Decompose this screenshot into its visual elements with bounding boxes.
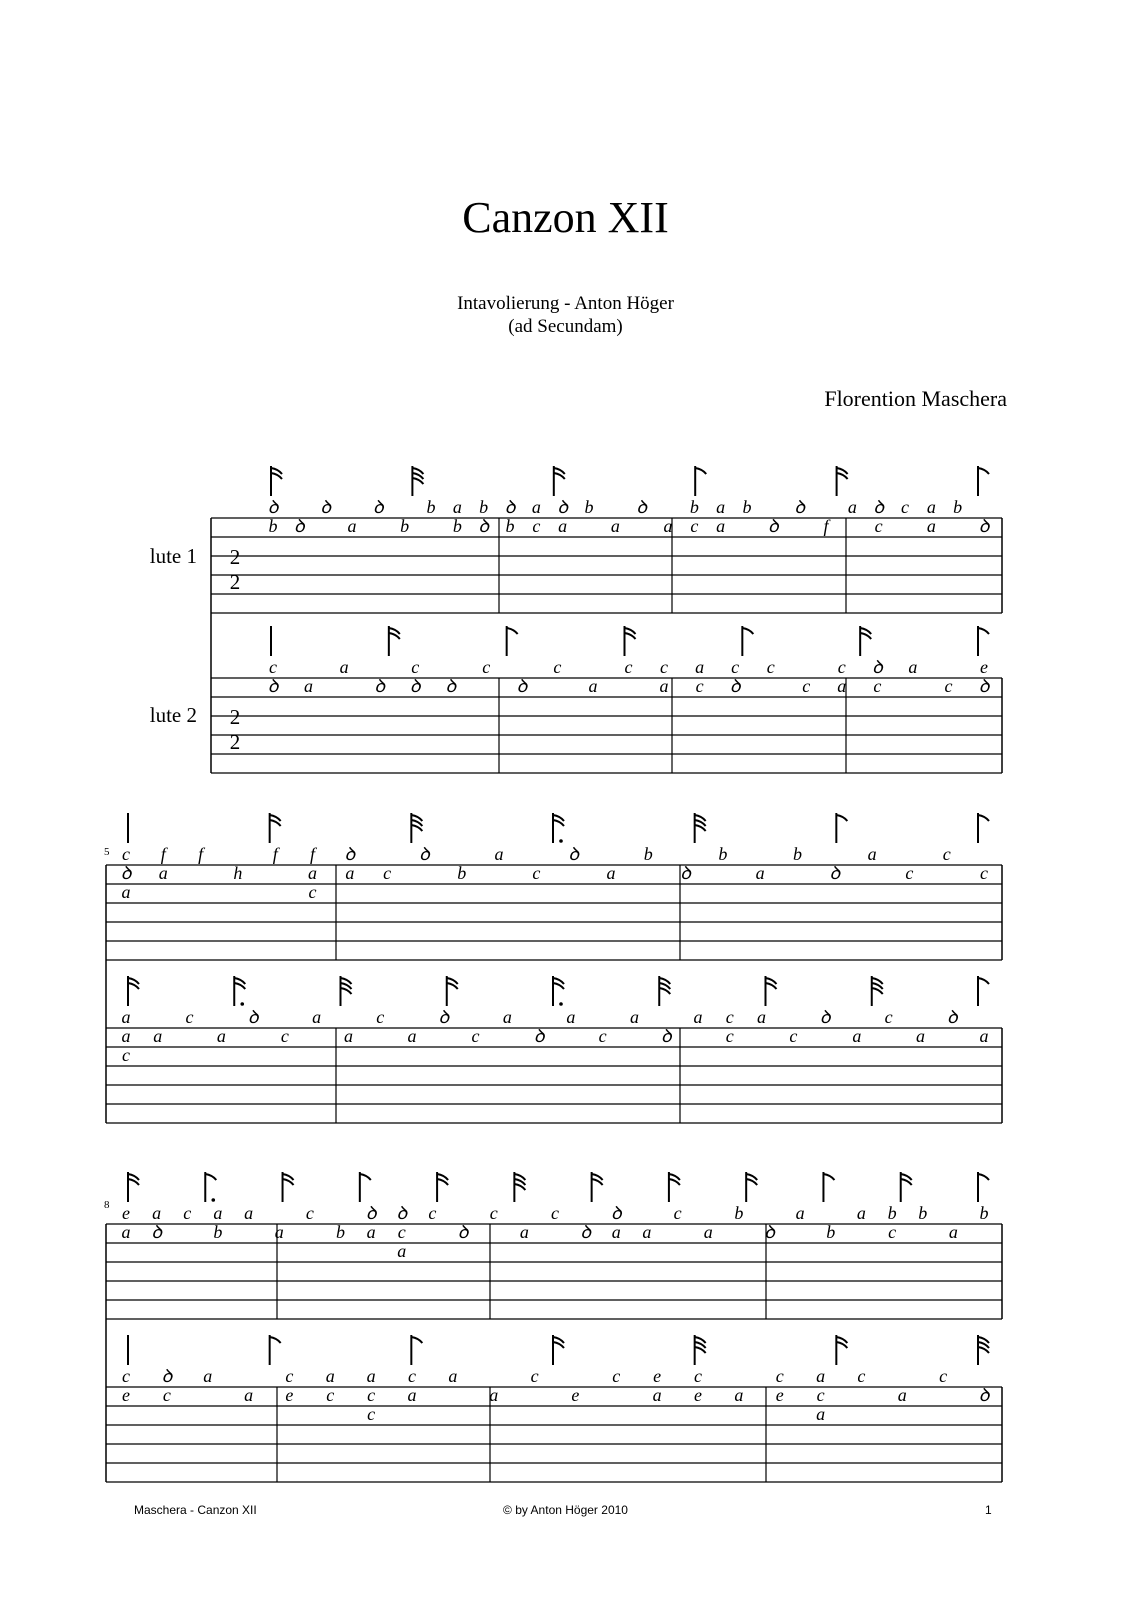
lute1-tab-letter: b bbox=[826, 1222, 836, 1242]
lute2-tab-letter: c bbox=[553, 657, 562, 677]
lute2-rhythm-flag bbox=[625, 633, 636, 639]
lute1-rhythm-flag bbox=[270, 820, 281, 826]
lute1-rhythm-flag bbox=[695, 468, 706, 474]
lute1-rhythm-flag bbox=[592, 1179, 603, 1185]
lute2-tab-letter: a bbox=[304, 676, 314, 696]
lute1-tab-letter: c bbox=[428, 1203, 437, 1223]
lute2-tab-letter: c bbox=[837, 657, 846, 677]
lute2-tab-letter: c bbox=[939, 1366, 948, 1386]
lute2-tab-letter: c bbox=[408, 1366, 416, 1386]
lute2-tab-letter: a bbox=[816, 1404, 826, 1424]
lute1-tab-letter: a bbox=[213, 1203, 223, 1223]
lute2-rhythm-flag bbox=[341, 988, 352, 994]
lute1-tab-letter: a bbox=[558, 516, 568, 536]
lute2-tab-letter: a bbox=[216, 1026, 226, 1046]
lute1-tab-letter: a bbox=[642, 1222, 652, 1242]
lute2-tab-letter: c bbox=[185, 1007, 194, 1027]
lute2-tab-letter: a bbox=[897, 1385, 907, 1405]
lute1-tab-letter: a bbox=[494, 844, 504, 864]
lute2-tab-letter: c bbox=[660, 657, 669, 677]
lute1-rhythm-dot bbox=[211, 1198, 215, 1202]
lute1-tab-letter: b bbox=[452, 516, 462, 536]
lute1-tab-letter: b bbox=[918, 1203, 928, 1223]
lute1-tab-letter: a bbox=[606, 863, 616, 883]
lute1-tab-letter: c bbox=[532, 863, 541, 883]
measure-number: 5 bbox=[104, 846, 110, 858]
lute2-tab-letter: ꝺ bbox=[374, 676, 386, 696]
lute1-tab-letter: a bbox=[366, 1222, 376, 1242]
lute1-tab-letter: b bbox=[268, 516, 278, 536]
lute2-tab-letter: e bbox=[694, 1385, 702, 1405]
lute2-tab-letter: c bbox=[766, 657, 775, 677]
lute2-tab-letter: a bbox=[629, 1007, 639, 1027]
lute1-tab-letter: ꝺ bbox=[764, 1222, 775, 1242]
lute1-tab-letter: a bbox=[856, 1203, 866, 1223]
lute2-tab-letter: c bbox=[367, 1404, 376, 1424]
lute1-time-signature-bottom: 2 bbox=[229, 570, 241, 594]
footer-piece: Maschera - Canzon XII bbox=[134, 1503, 257, 1517]
lute2-tab-letter: a bbox=[757, 1007, 767, 1027]
composer-name: Florention Maschera bbox=[824, 386, 1007, 411]
lute2-tab-letter: c bbox=[884, 1007, 893, 1027]
lute1-rhythm-flag bbox=[411, 825, 422, 831]
lute1-rhythm-flag bbox=[837, 473, 848, 479]
lute1-rhythm-flag bbox=[978, 1174, 989, 1180]
lute1-tab-letter: c bbox=[122, 844, 130, 864]
lute1-tab-letter: c bbox=[942, 844, 951, 864]
lute1-rhythm-flag bbox=[978, 815, 989, 821]
lute1-tab-letter: ꝺ bbox=[344, 844, 356, 864]
lute2-tab-letter: c bbox=[162, 1385, 171, 1405]
lute2-tab-letter: c bbox=[944, 676, 953, 696]
lute2-tab-letter: c bbox=[731, 657, 740, 677]
lute1-rhythm-flag bbox=[836, 815, 847, 821]
lute2-tab-letter: c bbox=[789, 1026, 798, 1046]
lute1-tab-letter: ꝺ bbox=[293, 516, 305, 536]
lute1-tab-letter: ꝺ bbox=[829, 863, 841, 883]
lute2-tab-letter: ꝺ bbox=[978, 676, 990, 696]
lute2-tab-letter: ꝺ bbox=[409, 676, 421, 696]
lute2-tab-letter: c bbox=[280, 1026, 289, 1046]
lute2-tab-letter: a bbox=[659, 676, 669, 696]
lute1-tab-letter: a bbox=[519, 1222, 529, 1242]
lute2-rhythm-flag bbox=[507, 628, 518, 634]
lute1-tab-letter: b bbox=[792, 844, 802, 864]
lute1-tab-letter: c bbox=[905, 863, 914, 883]
lute1-rhythm-flag bbox=[412, 478, 423, 484]
lute2-tab-letter: ꝺ bbox=[247, 1007, 259, 1027]
lute2-tab-letter: c bbox=[816, 1385, 825, 1405]
lute2-tab-letter: a bbox=[407, 1026, 417, 1046]
lute1-tab-letter: ꝺ bbox=[372, 497, 384, 517]
lute2-tab-letter: ꝺ bbox=[729, 676, 741, 696]
lute2-tab-letter: a bbox=[566, 1007, 576, 1027]
lute1-tab-letter: f bbox=[160, 844, 166, 864]
lute2-tab-letter: c bbox=[482, 657, 491, 677]
lute1-tab-letter: b bbox=[584, 497, 594, 517]
lute1-rhythm-flag bbox=[554, 473, 565, 479]
lute1-tab-letter: f bbox=[310, 844, 316, 864]
lute1-tab-letter: b bbox=[400, 516, 410, 536]
lute2-tab-letter: c bbox=[269, 657, 277, 677]
lute1-tab-letter: ꝺ bbox=[557, 497, 569, 517]
lute1-tab-letter: c bbox=[690, 516, 699, 536]
lute1-tab-letter: a bbox=[345, 863, 355, 883]
lute2-tab-letter: ꝺ bbox=[445, 676, 457, 696]
lute1-tab-letter: f bbox=[823, 516, 829, 536]
lute1-tab-letter: e bbox=[122, 1203, 130, 1223]
lute2-tab-letter: c bbox=[725, 1007, 734, 1027]
lute1-tab-letter: a bbox=[703, 1222, 713, 1242]
lute1-rhythm-flag bbox=[514, 1184, 525, 1190]
lute1-tab-letter: ꝺ bbox=[365, 1203, 377, 1223]
lute1-tab-letter: a bbox=[716, 497, 726, 517]
lute2-tab-letter: c bbox=[326, 1385, 335, 1405]
lute2-tab-letter: ꝺ bbox=[267, 676, 279, 696]
lute1-tab-letter: ꝺ bbox=[610, 1203, 622, 1223]
lute2-rhythm-flag bbox=[978, 628, 989, 634]
lute2-tab-letter: a bbox=[407, 1385, 417, 1405]
lute1-tab-letter: ꝺ bbox=[267, 497, 279, 517]
lute1-rhythm-flag bbox=[978, 468, 989, 474]
lute1-tab-letter: a bbox=[663, 516, 673, 536]
lute1-tab-letter: b bbox=[457, 863, 467, 883]
lute2-tab-letter: a bbox=[366, 1366, 376, 1386]
lute2-rhythm-flag bbox=[411, 1337, 422, 1343]
lute1-tab-letter: ꝺ bbox=[320, 497, 332, 517]
lute1-tab-letter: a bbox=[244, 1203, 254, 1223]
lute2-tab-letter: c bbox=[694, 1366, 702, 1386]
lute2-tab-letter: a bbox=[915, 1026, 925, 1046]
lute2-tab-letter: a bbox=[121, 1026, 131, 1046]
lute1-tab-letter: c bbox=[874, 516, 883, 536]
lute2-tab-letter: a bbox=[588, 676, 598, 696]
lute1-tab-letter: b bbox=[979, 1203, 989, 1223]
lute1-tab-letter: ꝺ bbox=[120, 863, 132, 883]
lute1-tab-letter: ꝺ bbox=[873, 497, 885, 517]
lute1-tab-letter: ꝺ bbox=[580, 1222, 592, 1242]
lute1-rhythm-flag bbox=[553, 820, 564, 826]
lute2-tab-letter: e bbox=[653, 1366, 662, 1386]
lute1-tab-letter: a bbox=[610, 516, 620, 536]
lute2-tab-letter: ꝺ bbox=[978, 1385, 990, 1405]
lute2-tab-letter: a bbox=[244, 1385, 254, 1405]
lute2-tab-letter: e bbox=[980, 657, 988, 677]
lute2-tab-letter: e bbox=[285, 1385, 294, 1405]
lute1-tab-letter: a bbox=[397, 1241, 407, 1261]
lute1-tab-letter: a bbox=[926, 516, 936, 536]
lute1-tab-letter: f bbox=[272, 844, 278, 864]
lute1-rhythm-flag bbox=[746, 1179, 757, 1185]
lute1-tab-letter: a bbox=[926, 497, 936, 517]
lute1-tab-letter: ꝺ bbox=[478, 516, 490, 536]
lute2-tab-letter: e bbox=[775, 1385, 784, 1405]
lute2-rhythm-dot bbox=[559, 1002, 563, 1006]
lute1-tab-letter: c bbox=[397, 1222, 406, 1242]
lute1-tab-letter: a bbox=[867, 844, 877, 864]
lute2-tab-letter: c bbox=[775, 1366, 784, 1386]
lute1-tab-letter: a bbox=[347, 516, 357, 536]
lute1-tab-letter: c bbox=[489, 1203, 498, 1223]
lute2-tab-letter: a bbox=[153, 1026, 163, 1046]
lute1-tab-letter: a bbox=[795, 1203, 805, 1223]
lute2-tab-letter: a bbox=[979, 1026, 989, 1046]
lute2-tab-letter: ꝺ bbox=[871, 657, 883, 677]
lute1-tab-letter: ꝺ bbox=[151, 1222, 163, 1242]
subtitle-tuning: (ad Secundam) bbox=[508, 316, 623, 337]
part-label-lute2: lute 2 bbox=[149, 703, 197, 727]
lute2-tab-letter: ꝺ bbox=[516, 676, 528, 696]
lute1-tab-letter: b bbox=[718, 844, 728, 864]
lute2-tab-letter: c bbox=[612, 1366, 621, 1386]
lute1-tab-letter: a bbox=[158, 863, 168, 883]
lute1-rhythm-flag bbox=[695, 825, 706, 831]
lute2-tab-letter: a bbox=[203, 1366, 213, 1386]
lute1-tab-letter: ꝺ bbox=[504, 497, 516, 517]
lute2-rhythm-flag bbox=[766, 983, 777, 989]
lute1-tab-letter: c bbox=[888, 1222, 897, 1242]
lute2-rhythm-flag bbox=[270, 1337, 281, 1343]
lute2-tab-letter: a bbox=[489, 1385, 499, 1405]
lute1-tab-letter: ꝺ bbox=[457, 1222, 469, 1242]
lute2-tab-letter: e bbox=[122, 1385, 130, 1405]
lute2-rhythm-flag bbox=[128, 983, 139, 989]
lute1-tab-letter: c bbox=[980, 863, 988, 883]
lute1-tab-letter: c bbox=[305, 1203, 314, 1223]
lute1-tab-letter: ꝺ bbox=[794, 497, 806, 517]
lute1-tab-letter: c bbox=[901, 497, 909, 517]
lute1-tab-letter: a bbox=[847, 497, 857, 517]
lute1-tab-letter: b bbox=[953, 497, 963, 517]
lute2-tab-letter: c bbox=[695, 676, 704, 696]
lute2-rhythm-flag bbox=[234, 983, 245, 989]
lute1-tab-letter: a bbox=[308, 863, 318, 883]
lute2-tab-letter: a bbox=[121, 1007, 131, 1027]
page-title: Canzon XII bbox=[462, 193, 669, 242]
lute2-tab-letter: e bbox=[571, 1385, 580, 1405]
lute2-tab-letter: c bbox=[471, 1026, 480, 1046]
lute1-tab-letter: c bbox=[673, 1203, 682, 1223]
lute1-tab-letter: ꝺ bbox=[396, 1203, 408, 1223]
lute2-tab-letter: a bbox=[908, 657, 918, 677]
lute2-tab-letter: a bbox=[502, 1007, 512, 1027]
lute1-rhythm-flag bbox=[128, 1179, 139, 1185]
lute2-time-signature-bottom: 2 bbox=[229, 730, 241, 754]
lute1-tab-letter: b bbox=[336, 1222, 345, 1242]
lute1-tab-letter: c bbox=[383, 863, 392, 883]
lute2-time-signature-top: 2 bbox=[229, 705, 241, 729]
lute2-tab-letter: a bbox=[837, 676, 847, 696]
part-label-lute1: lute 1 bbox=[149, 544, 197, 568]
lute1-tab-letter: ꝺ bbox=[568, 844, 580, 864]
lute2-rhythm-flag bbox=[695, 1347, 706, 1353]
lute2-rhythm-flag bbox=[860, 633, 871, 639]
lute1-tab-letter: c bbox=[532, 516, 541, 536]
lute2-tab-letter: ꝺ bbox=[438, 1007, 450, 1027]
lute2-tab-letter: c bbox=[122, 1045, 130, 1065]
lute2-tab-letter: c bbox=[598, 1026, 607, 1046]
lute2-rhythm-flag bbox=[553, 983, 564, 989]
lute1-tab-letter: ꝺ bbox=[767, 516, 779, 536]
lute2-tab-letter: c bbox=[367, 1385, 376, 1405]
lute1-tab-letter: a bbox=[755, 863, 765, 883]
lute1-tab-letter: a bbox=[274, 1222, 284, 1242]
subtitle-arranger: Intavolierung - Anton Höger bbox=[457, 293, 674, 314]
lute1-tab-letter: b bbox=[734, 1203, 744, 1223]
lute1-tab-letter: a bbox=[452, 497, 462, 517]
lute1-tab-letter: b bbox=[213, 1222, 223, 1242]
lute1-tab-letter: b bbox=[426, 497, 436, 517]
lute1-tab-letter: b bbox=[742, 497, 752, 517]
lute1-tab-letter: b bbox=[887, 1203, 897, 1223]
lute2-rhythm-flag bbox=[553, 1342, 564, 1348]
lute1-rhythm-flag bbox=[437, 1179, 448, 1185]
lute2-tab-letter: c bbox=[376, 1007, 385, 1027]
lute2-tab-letter: a bbox=[852, 1026, 862, 1046]
lute2-tab-letter: ꝺ bbox=[660, 1026, 672, 1046]
lute2-tab-letter: ꝺ bbox=[533, 1026, 545, 1046]
lute2-tab-letter: a bbox=[816, 1366, 826, 1386]
lute1-tab-letter: ꝺ bbox=[636, 497, 648, 517]
lute1-tab-letter: a bbox=[948, 1222, 958, 1242]
lute1-rhythm-flag bbox=[669, 1179, 680, 1185]
lute2-rhythm-dot bbox=[240, 1002, 244, 1006]
lute2-tab-letter: c bbox=[873, 676, 882, 696]
lute2-rhythm-flag bbox=[447, 983, 458, 989]
lute1-tab-letter: a bbox=[531, 497, 541, 517]
lute1-rhythm-flag bbox=[823, 1174, 834, 1180]
lute2-rhythm-flag bbox=[872, 988, 883, 994]
lute2-tab-letter: c bbox=[411, 657, 420, 677]
lute1-tab-letter: h bbox=[233, 863, 243, 883]
lute2-tab-letter: a bbox=[343, 1026, 353, 1046]
lute1-tab-letter: a bbox=[152, 1203, 162, 1223]
lute2-tab-letter: ꝺ bbox=[161, 1366, 173, 1386]
lute1-tab-letter: ꝺ bbox=[680, 863, 691, 883]
footer-page-number: 1 bbox=[985, 1503, 992, 1517]
lute2-tab-letter: c bbox=[857, 1366, 866, 1386]
lute1-tab-letter: a bbox=[121, 1222, 131, 1242]
lute2-tab-letter: a bbox=[448, 1366, 458, 1386]
lute2-tab-letter: ꝺ bbox=[819, 1007, 831, 1027]
lute1-tab-letter: a bbox=[611, 1222, 621, 1242]
lute1-tab-letter: b bbox=[643, 844, 653, 864]
measure-number: 8 bbox=[104, 1199, 110, 1211]
lute1-tab-letter: ꝺ bbox=[978, 516, 990, 536]
lute2-tab-letter: a bbox=[734, 1385, 744, 1405]
lute1-rhythm-flag bbox=[271, 473, 282, 479]
lute2-rhythm-flag bbox=[389, 633, 400, 639]
lute2-rhythm-flag bbox=[742, 628, 753, 634]
lute2-rhythm-flag bbox=[659, 988, 670, 994]
lute2-tab-letter: a bbox=[695, 657, 705, 677]
lute1-tab-letter: c bbox=[308, 882, 317, 902]
lute1-tab-letter: f bbox=[198, 844, 204, 864]
lute2-tab-letter: a bbox=[693, 1007, 703, 1027]
lute2-tab-letter: c bbox=[624, 657, 633, 677]
lute1-tab-letter: b bbox=[505, 516, 515, 536]
lute2-tab-letter: c bbox=[802, 676, 811, 696]
lute1-tab-letter: b bbox=[689, 497, 699, 517]
lute1-tab-letter: a bbox=[121, 882, 131, 902]
lute2-tab-letter: c bbox=[530, 1366, 539, 1386]
lute1-tab-letter: c bbox=[183, 1203, 192, 1223]
lute2-tab-letter: a bbox=[652, 1385, 662, 1405]
lute1-rhythm-flag bbox=[283, 1179, 294, 1185]
lute2-tab-letter: a bbox=[325, 1366, 335, 1386]
lute2-tab-letter: c bbox=[285, 1366, 294, 1386]
footer-copyright: © by Anton Höger 2010 bbox=[503, 1503, 628, 1517]
lute1-time-signature-top: 2 bbox=[229, 545, 241, 569]
lute2-tab-letter: c bbox=[122, 1366, 130, 1386]
lute2-rhythm-flag bbox=[978, 978, 989, 984]
lute1-rhythm-flag bbox=[205, 1174, 216, 1180]
lute1-rhythm-dot bbox=[559, 839, 563, 843]
lute1-tab-letter: b bbox=[479, 497, 489, 517]
lute2-tab-letter: c bbox=[725, 1026, 734, 1046]
lute2-rhythm-flag bbox=[836, 1342, 847, 1348]
lute1-tab-letter: c bbox=[551, 1203, 559, 1223]
lute2-rhythm-flag bbox=[978, 1347, 989, 1353]
lute2-tab-letter: a bbox=[339, 657, 349, 677]
lute1-tab-letter: ꝺ bbox=[419, 844, 430, 864]
lute2-tab-letter: ꝺ bbox=[946, 1007, 958, 1027]
lute2-tab-letter: a bbox=[312, 1007, 322, 1027]
lute1-rhythm-flag bbox=[360, 1174, 371, 1180]
lute1-rhythm-flag bbox=[901, 1179, 912, 1185]
lute1-tab-letter: a bbox=[716, 516, 726, 536]
